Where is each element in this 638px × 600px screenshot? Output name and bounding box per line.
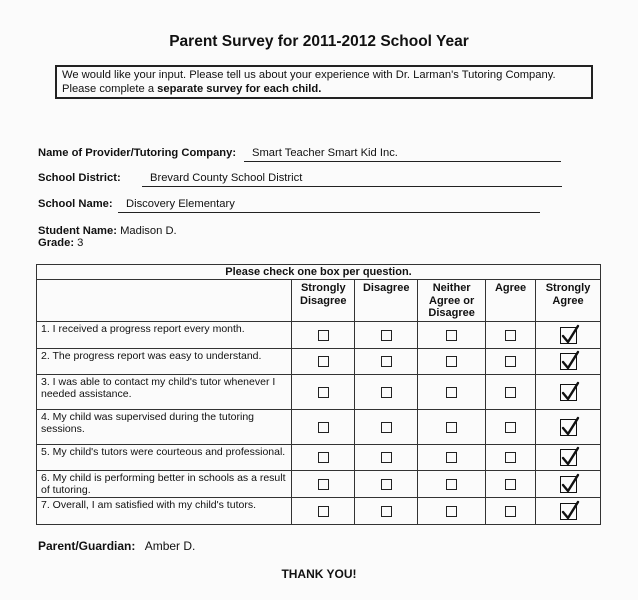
checked-checkbox[interactable] <box>560 449 577 466</box>
checkbox[interactable] <box>318 506 329 517</box>
answer-cell <box>536 349 601 375</box>
column-header: Disagree <box>355 280 418 322</box>
checkbox[interactable] <box>318 356 329 367</box>
survey-table <box>36 264 601 525</box>
checkbox[interactable] <box>318 479 329 490</box>
question-text: 7. Overall, I am satisfied with my child's tutors. <box>37 498 292 525</box>
checked-checkbox[interactable] <box>560 353 577 370</box>
answer-cell <box>536 498 601 525</box>
question-text: 5. My child's tutors were courteous and professional. <box>37 445 292 471</box>
answer-cell <box>486 445 536 471</box>
question-row <box>37 445 601 471</box>
checkbox[interactable] <box>505 422 516 433</box>
intro-box <box>55 65 593 99</box>
checkbox[interactable] <box>381 330 392 341</box>
answer-cell <box>486 498 536 525</box>
provider-field <box>38 147 398 159</box>
answer-cell <box>292 410 355 445</box>
table-header-row <box>37 280 601 322</box>
checkbox[interactable] <box>446 452 457 463</box>
answer-cell <box>536 445 601 471</box>
provider-value[interactable]: Smart Teacher Smart Kid Inc. <box>244 147 561 162</box>
answer-cell <box>536 375 601 410</box>
checkbox[interactable] <box>381 356 392 367</box>
table-caption: Please check one box per question. <box>37 265 601 280</box>
checkbox[interactable] <box>505 330 516 341</box>
checked-checkbox[interactable] <box>560 384 577 401</box>
checkbox[interactable] <box>318 452 329 463</box>
column-header: Agree <box>486 280 536 322</box>
checkbox[interactable] <box>381 506 392 517</box>
checkbox[interactable] <box>505 387 516 398</box>
answer-cell <box>418 349 486 375</box>
question-text: 4. My child was supervised during the tutoring sessions. <box>37 410 292 445</box>
answer-cell <box>486 410 536 445</box>
column-header: Strongly Agree <box>536 280 601 322</box>
checkbox[interactable] <box>446 422 457 433</box>
question-row <box>37 498 601 525</box>
checkbox[interactable] <box>318 330 329 341</box>
grade-label: Grade: <box>38 237 75 249</box>
guardian-value: Amber D. <box>144 539 196 553</box>
answer-cell <box>486 375 536 410</box>
answer-cell <box>418 410 486 445</box>
question-text: 1. I received a progress report every month. <box>37 322 292 349</box>
grade-line <box>38 237 83 249</box>
question-row <box>37 375 601 410</box>
answer-cell <box>292 445 355 471</box>
district-value[interactable]: Brevard County School District <box>142 172 562 187</box>
school-value[interactable]: Discovery Elementary <box>118 198 540 213</box>
school-field <box>38 198 235 210</box>
checkbox[interactable] <box>446 387 457 398</box>
answer-cell <box>536 322 601 349</box>
checkbox[interactable] <box>381 422 392 433</box>
provider-label: Name of Provider/Tutoring Company: <box>38 147 237 159</box>
grade-value: 3 <box>77 237 84 249</box>
answer-cell <box>418 471 486 498</box>
column-header: Neither Agree or Disagree <box>418 280 486 322</box>
school-label: School Name: <box>38 198 113 210</box>
answer-cell <box>418 445 486 471</box>
checked-checkbox[interactable] <box>560 419 577 436</box>
student-value: Madison D. <box>120 225 177 237</box>
checkbox[interactable] <box>446 479 457 490</box>
column-header: Strongly Disagree <box>292 280 355 322</box>
checkbox[interactable] <box>505 452 516 463</box>
question-text: 6. My child is performing better in schools as a result of tutoring. <box>37 471 292 498</box>
checkbox[interactable] <box>505 506 516 517</box>
question-row <box>37 471 601 498</box>
guardian-label: Parent/Guardian: <box>38 539 136 553</box>
answer-cell <box>292 349 355 375</box>
thank-you: THANK YOU! <box>281 567 357 581</box>
answer-cell <box>536 471 601 498</box>
student-label: Student Name: <box>38 225 117 237</box>
answer-cell <box>355 471 418 498</box>
checkbox[interactable] <box>318 387 329 398</box>
answer-cell <box>355 322 418 349</box>
answer-cell <box>418 498 486 525</box>
guardian-line <box>38 539 195 553</box>
student-line <box>38 225 177 237</box>
question-row <box>37 349 601 375</box>
question-row <box>37 322 601 349</box>
checkbox[interactable] <box>446 330 457 341</box>
district-label: School District: <box>38 172 121 184</box>
answer-cell <box>536 410 601 445</box>
answer-cell <box>292 471 355 498</box>
page-title: Parent Survey for 2011-2012 School Year <box>169 33 469 50</box>
question-text: 2. The progress report was easy to understand. <box>37 349 292 375</box>
answer-cell <box>292 375 355 410</box>
checkbox[interactable] <box>505 356 516 367</box>
answer-cell <box>418 322 486 349</box>
question-text: 3. I was able to contact my child's tutor whenever I needed assistance. <box>37 375 292 410</box>
question-header <box>37 280 292 322</box>
answer-cell <box>486 349 536 375</box>
checked-checkbox[interactable] <box>560 503 577 520</box>
answer-cell <box>292 322 355 349</box>
checked-checkbox[interactable] <box>560 476 577 493</box>
intro-line-1: We would like your input. Please tell us about your experience with Dr. Larman's Tutoring Company. <box>62 69 556 81</box>
checkbox[interactable] <box>318 422 329 433</box>
answer-cell <box>486 471 536 498</box>
checkbox[interactable] <box>381 387 392 398</box>
checkbox[interactable] <box>381 479 392 490</box>
intro-emphasis: separate survey for each child. <box>157 82 322 95</box>
answer-cell <box>355 498 418 525</box>
answer-cell <box>355 375 418 410</box>
answer-cell <box>355 349 418 375</box>
answer-cell <box>418 375 486 410</box>
checked-checkbox[interactable] <box>560 327 577 344</box>
intro-line-2: Please complete a separate survey for each child. <box>62 82 322 95</box>
answer-cell <box>292 498 355 525</box>
district-field <box>38 172 303 184</box>
question-row <box>37 410 601 445</box>
answer-cell <box>355 445 418 471</box>
checkbox[interactable] <box>505 479 516 490</box>
answer-cell <box>486 322 536 349</box>
checkbox[interactable] <box>446 356 457 367</box>
checkbox[interactable] <box>446 506 457 517</box>
answer-cell <box>355 410 418 445</box>
checkbox[interactable] <box>381 452 392 463</box>
